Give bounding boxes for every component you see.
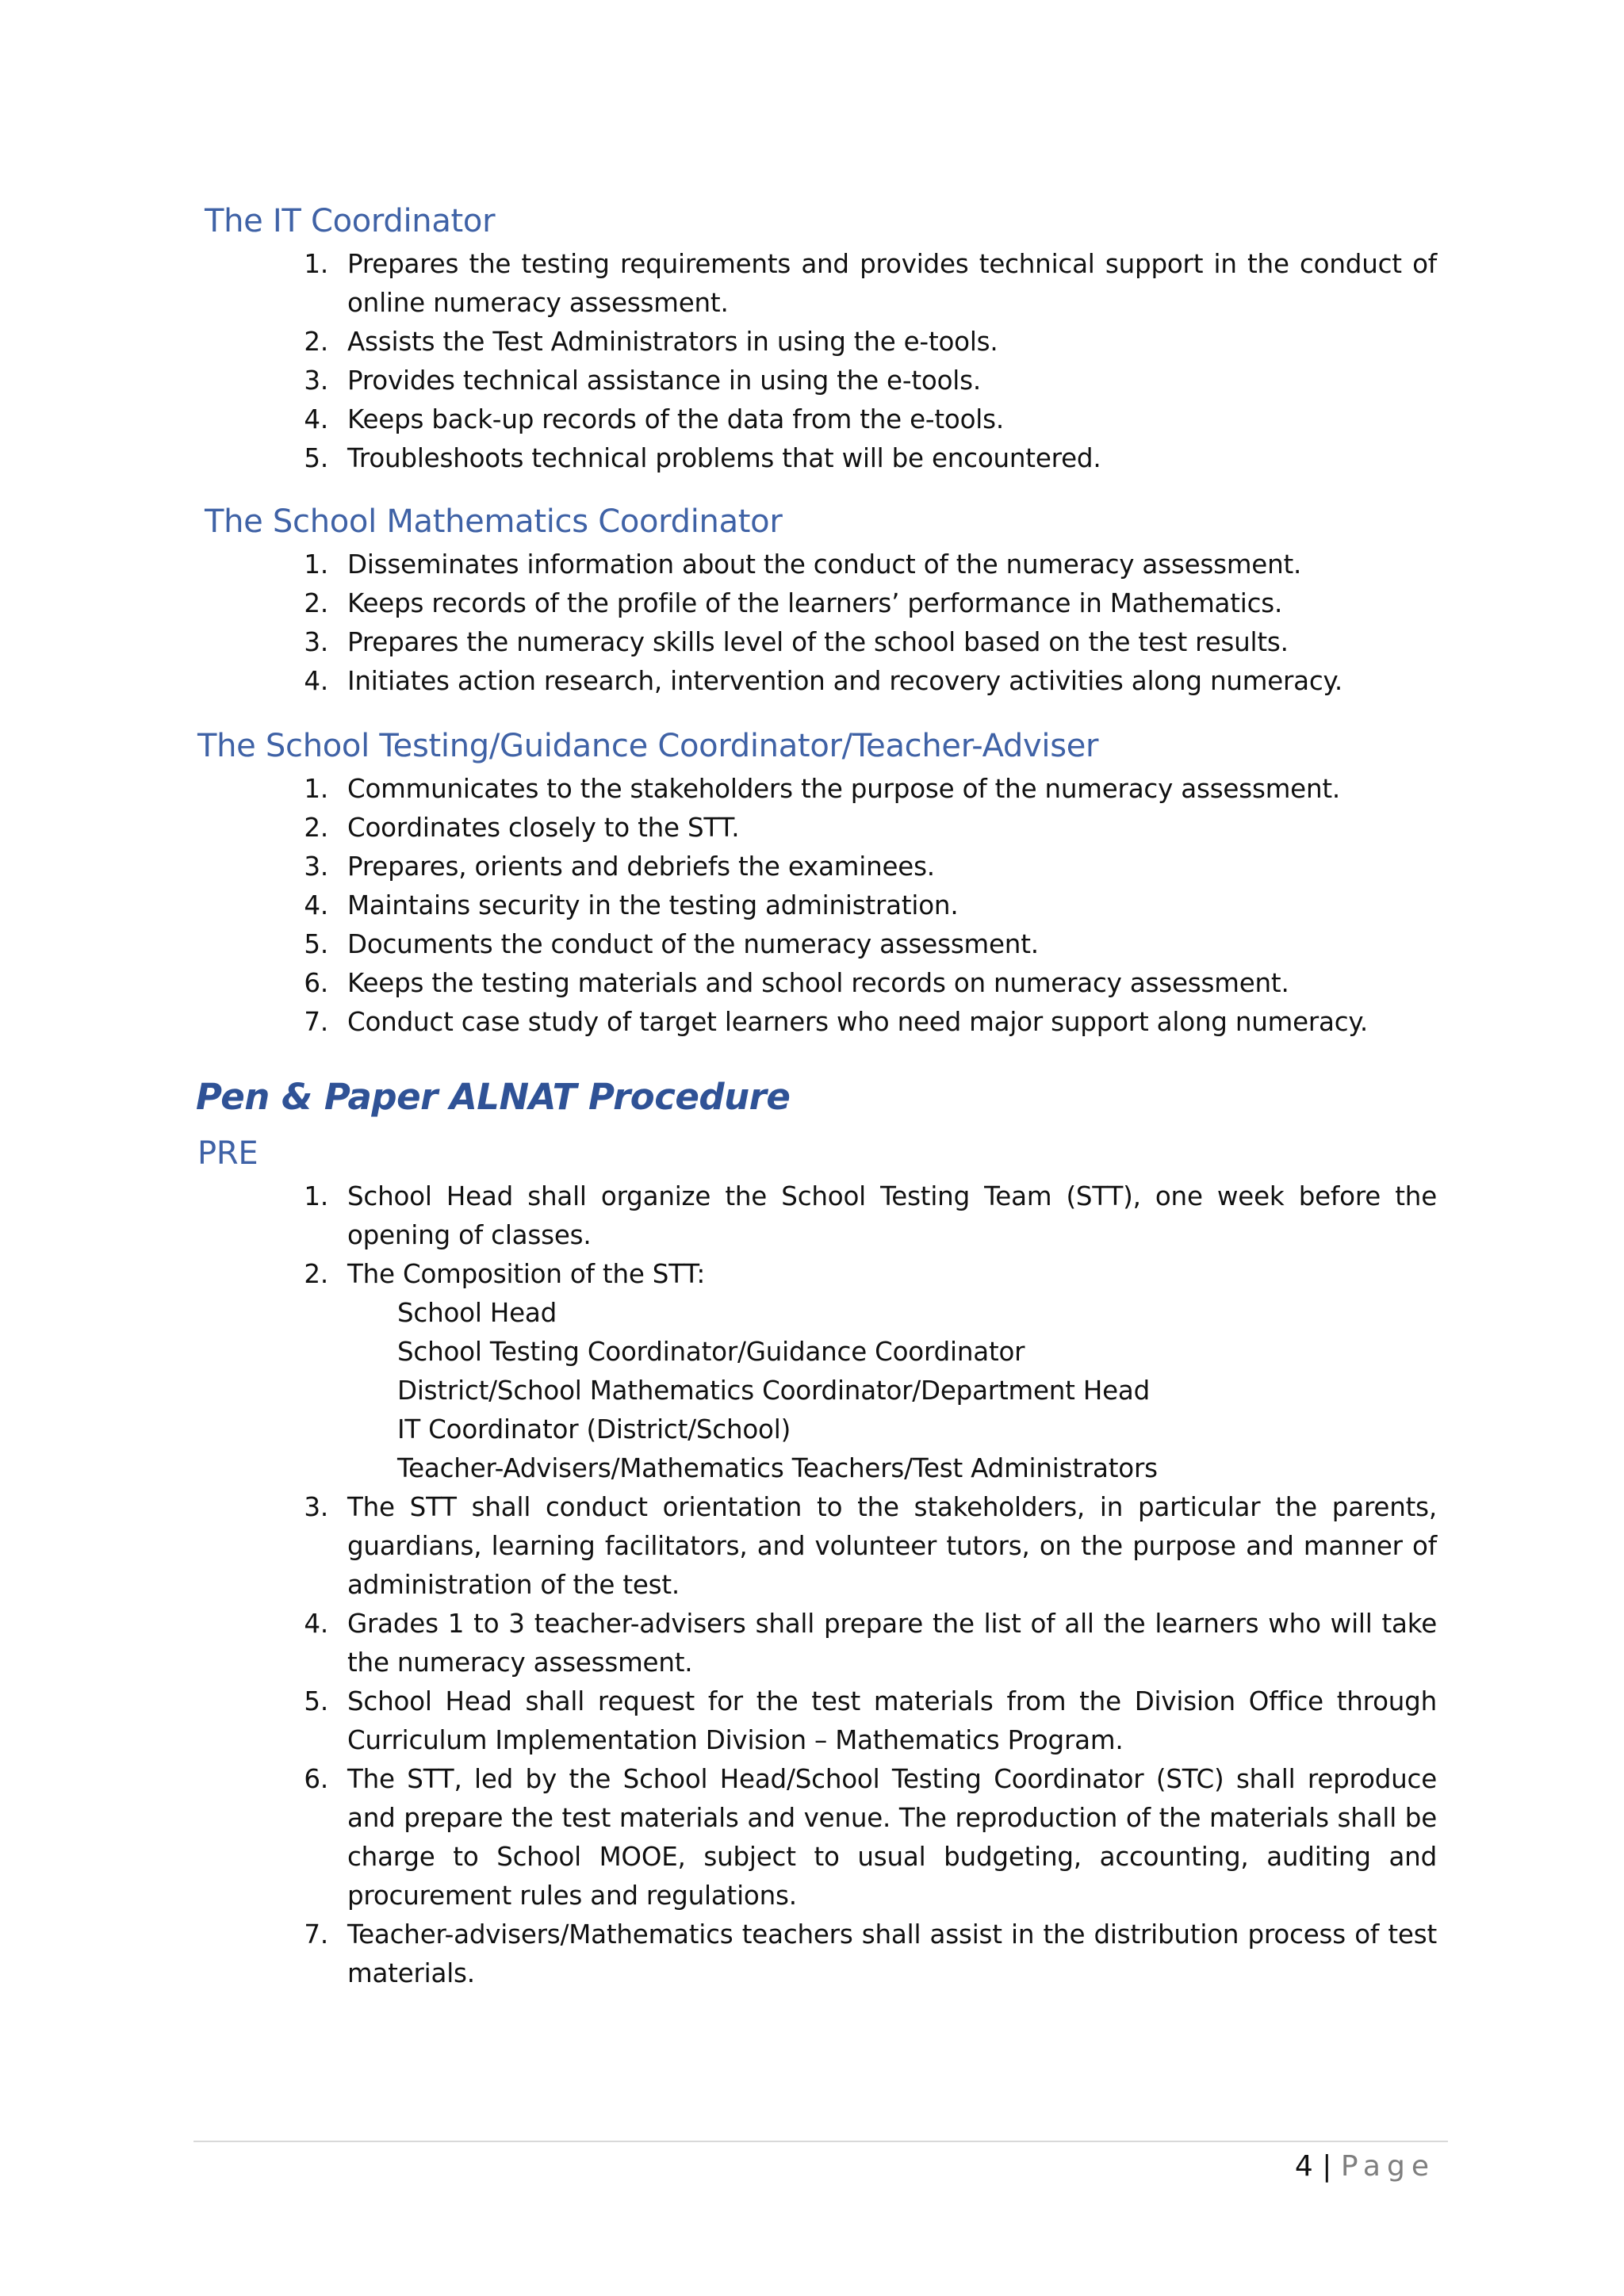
list-text: Disseminates information about the conduct of the numeracy assessment. — [347, 549, 1302, 580]
list-number: 4. — [304, 890, 328, 920]
list-item — [281, 848, 1437, 886]
stt-member: District/School Mathematics Coordinator/Department Head — [397, 1376, 1151, 1406]
list-item — [281, 623, 1437, 662]
list-number: 2. — [304, 588, 328, 618]
section-title-it-coordinator: The IT Coordinator — [205, 203, 496, 239]
list-item — [281, 809, 1437, 848]
list-number: 2. — [304, 813, 328, 843]
list-item — [281, 323, 1437, 362]
section-title-testing-coordinator: The School Testing/Guidance Coordinator/Teacher-Adviser — [197, 728, 1099, 764]
section-title-math-coordinator: The School Mathematics Coordinator — [205, 503, 783, 540]
list-item — [281, 925, 1437, 964]
list-item — [281, 662, 1437, 701]
list-item — [281, 1760, 1437, 1915]
list-item — [281, 886, 1437, 925]
list-text: Keeps records of the profile of the learners’ performance in Mathematics. — [347, 588, 1283, 618]
list-text: Prepares the numeracy skills level of the school based on the test results. — [347, 627, 1289, 657]
list-item — [281, 964, 1437, 1003]
list-item — [281, 1488, 1437, 1605]
list-number: 4. — [304, 404, 328, 434]
list-text: Initiates action research, intervention and recovery activities along numeracy. — [347, 666, 1343, 696]
list-number: 2. — [304, 327, 328, 357]
list-text: Coordinates closely to the STT. — [347, 813, 740, 843]
list-item — [281, 770, 1437, 809]
list-item — [281, 439, 1437, 478]
list-number: 1. — [304, 774, 328, 804]
footer-separator: | — [1322, 2150, 1332, 2183]
list-number: 2. — [304, 1259, 328, 1289]
page-label: Page — [1340, 2150, 1435, 2183]
stt-member: IT Coordinator (District/School) — [397, 1414, 791, 1445]
list-text: School Head shall organize the School Testing Team (STT), one week before the opening of classes. — [347, 1181, 1437, 1250]
list-text: The STT, led by the School Head/School Testing Coordinator (STC) shall reproduce and prepare the test materials and venue. The reproduction of the materials shall be charge to School MOOE, subject to usual budgeting, accounting, auditing and procurement rules and regulations. — [347, 1764, 1437, 1911]
list-text: School Head shall request for the test materials from the Division Office through Curriculum Implementation Division – Mathematics Program. — [347, 1686, 1437, 1755]
list-number: 7. — [304, 1007, 328, 1037]
list-text: Documents the conduct of the numeracy assessment. — [347, 929, 1039, 959]
list-text: Communicates to the stakeholders the purpose of the numeracy assessment. — [347, 774, 1341, 804]
list-text: Provides technical assistance in using the e-tools. — [347, 365, 981, 396]
list-text: Troubleshoots technical problems that will be encountered. — [347, 443, 1101, 473]
list-number: 5. — [304, 1686, 328, 1716]
list-number: 4. — [304, 666, 328, 696]
list-number: 3. — [304, 365, 328, 396]
list-item — [281, 1003, 1437, 1042]
list-number: 4. — [304, 1609, 328, 1639]
list-number: 3. — [304, 1492, 328, 1522]
list-text: Prepares the testing requirements and provides technical support in the conduct of online numeracy assessment. — [347, 249, 1437, 318]
list-number: 6. — [304, 968, 328, 998]
list-number: 6. — [304, 1764, 328, 1794]
list-item — [281, 1255, 1437, 1488]
page-number: 4 — [1294, 2150, 1313, 2183]
list-item — [281, 1915, 1437, 1993]
list-item — [281, 362, 1437, 400]
list-number: 5. — [304, 929, 328, 959]
list-item — [281, 1682, 1437, 1760]
list-item — [281, 400, 1437, 439]
list-number: 3. — [304, 627, 328, 657]
procedure-title: Pen & Paper ALNAT Procedure — [196, 1076, 791, 1118]
list-text: Keeps back-up records of the data from the e-tools. — [347, 404, 1004, 434]
list-item — [281, 245, 1437, 323]
list-number: 7. — [304, 1919, 328, 1950]
list-text: Conduct case study of target learners who need major support along numeracy. — [347, 1007, 1368, 1037]
stt-member: School Testing Coordinator/Guidance Coordinator — [397, 1337, 1025, 1367]
list-item — [281, 545, 1437, 584]
page-footer — [1295, 2143, 1435, 2191]
list-item — [281, 1177, 1437, 1255]
list-number: 1. — [304, 1181, 328, 1211]
testing-coordinator-list — [281, 770, 1437, 1042]
list-item — [281, 584, 1437, 623]
procedure-subtitle-pre: PRE — [197, 1135, 259, 1172]
math-coordinator-list — [281, 545, 1437, 701]
list-number: 3. — [304, 851, 328, 882]
list-number: 1. — [304, 249, 328, 279]
list-text: Assists the Test Administrators in using the e-tools. — [347, 327, 998, 357]
list-item — [281, 1605, 1437, 1682]
list-number: 5. — [304, 443, 328, 473]
list-number: 1. — [304, 549, 328, 580]
list-text: Prepares, orients and debriefs the examinees. — [347, 851, 935, 882]
stt-member: School Head — [397, 1298, 557, 1328]
procedure-list — [281, 1177, 1437, 1993]
list-text: The STT shall conduct orientation to the stakeholders, in particular the parents, guardians, learning facilitators, and volunteer tutors, on the purpose and manner of administration of the test. — [347, 1492, 1437, 1600]
it-coordinator-list — [281, 245, 1437, 478]
stt-member: Teacher-Advisers/Mathematics Teachers/Test Administrators — [397, 1453, 1158, 1483]
list-text: Maintains security in the testing administration. — [347, 890, 959, 920]
list-text: Teacher-advisers/Mathematics teachers shall assist in the distribution process of test materials. — [347, 1919, 1437, 1988]
list-text: The Composition of the STT: — [347, 1259, 706, 1289]
list-text: Keeps the testing materials and school records on numeracy assessment. — [347, 968, 1289, 998]
list-text: Grades 1 to 3 teacher-advisers shall prepare the list of all the learners who will take the numeracy assessment. — [347, 1609, 1437, 1678]
footer-divider — [193, 2141, 1448, 2142]
